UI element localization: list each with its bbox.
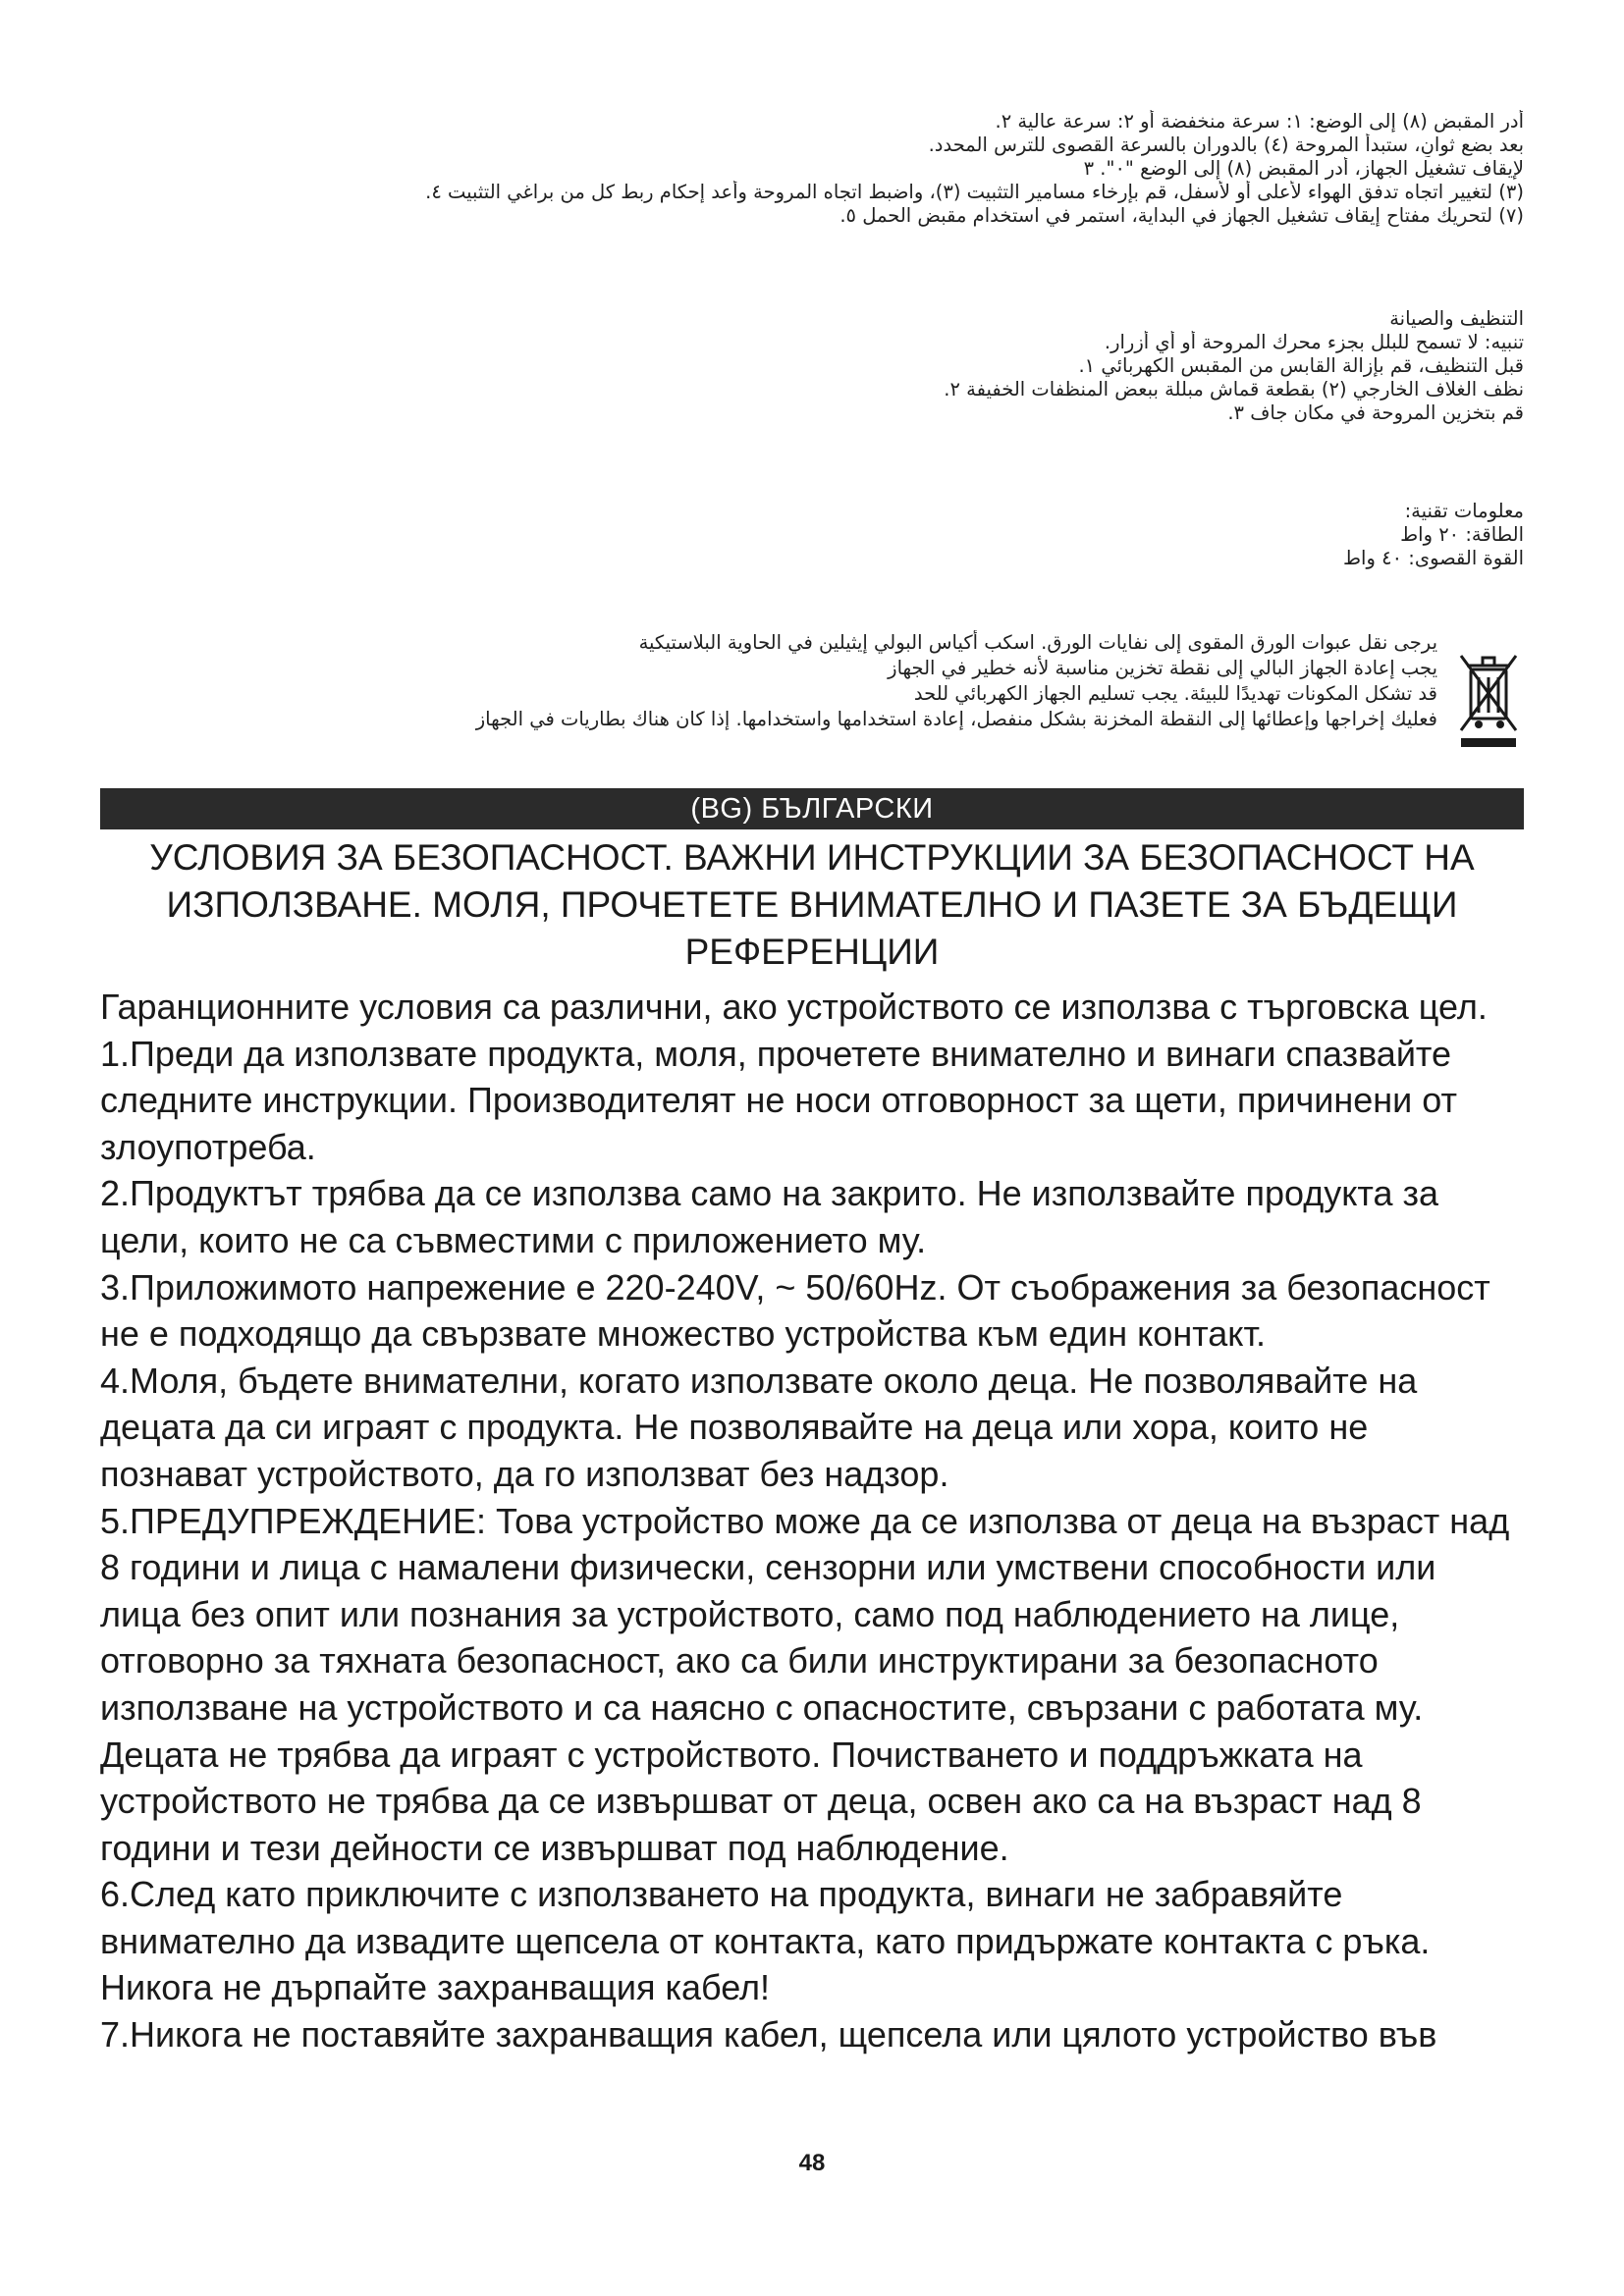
safety-title-line: ИЗПОЛЗВАНЕ. МОЛЯ, ПРОЧЕТЕТЕ ВНИМАТЕЛНО И ПАЗЕТЕ ЗА БЪДЕЩИ <box>166 884 1458 925</box>
arabic-disposal-line: فعليك إخراجها وإعطائها إلى النقطة المخزنة بشكل منفصل، إعادة استخدامها واستخدامها. إذا كان هناك بطاريات في الجهاز <box>475 708 1437 730</box>
language-section-header: (BG) БЪЛГАРСКИ <box>100 788 1524 829</box>
body-line: злоупотреба. <box>100 1126 316 1167</box>
body-line: Никога не дърпайте захранващия кабел! <box>100 1967 771 2008</box>
body-line: 5.ПРЕДУПРЕЖДЕНИЕ: Това устройство може да се използва от деца на възраст над <box>100 1500 1510 1541</box>
body-line: използване на устройството и са наясно с опасностите, свързани с работата му. <box>100 1686 1424 1728</box>
body-line: внимателно да извадите щепсела от контакта, като придържате контакта с ръка. <box>100 1920 1431 1961</box>
arabic-technical-line: الطاقة: ٢٠ واط <box>1400 523 1524 546</box>
safety-title-line: РЕФЕРЕНЦИИ <box>684 932 940 972</box>
arabic-operation-line: بعد بضع ثوانٍ، ستبدأ المروحة (٤) بالدوران بالسرعة القصوى للترس المحدد. <box>928 133 1524 156</box>
arabic-technical-section <box>100 500 1524 570</box>
arabic-cleaning-section <box>100 307 1524 425</box>
arabic-technical-line: القوة القصوى: ٤٠ واط <box>1343 547 1524 569</box>
arabic-cleaning-line: نظف الغلاف الخارجي (٢) بقطعة قماش مبللة ببعض المنظفات الخفيفة ٢. <box>944 378 1524 400</box>
arabic-cleaning-line: قم بتخزين المروحة في مكان جاف ٣. <box>1227 401 1524 424</box>
body-line: лица без опит или познания за устройството, само под наблюдението на лице, <box>100 1593 1400 1634</box>
arabic-disposal-text <box>102 630 1437 732</box>
body-line: 7.Никога не поставяйте захранващия кабел, щепсела или цялото устройство във <box>100 2014 1437 2056</box>
crossed-out-bin-icon <box>1457 648 1520 750</box>
body-line: 8 години и лица с намалени физически, сензорни или умствени способности или <box>100 1547 1436 1588</box>
safety-instructions-body <box>100 984 1534 2058</box>
body-line: 2.Продуктът трябва да се използва само на закрито. Не използвайте продукта за <box>100 1173 1438 1214</box>
arabic-cleaning-line: قبل التنظيف، قم بإزالة القابس من المقبس الكهربائي ١. <box>1078 354 1524 377</box>
body-line: отговорно за тяхната безопасност, ако са били инструктирани за безопасното <box>100 1640 1379 1682</box>
safety-title <box>100 834 1524 976</box>
arabic-disposal-line: يرجى نقل عبوات الورق المقوى إلى نفايات الورق. اسكب أكياس البولي إيثيلين في الحاوية البلاستيكية <box>638 631 1437 654</box>
body-line: устройството не трябва да се извършват от деца, освен ако са на възраст над 8 <box>100 1781 1422 1822</box>
page-number: 48 <box>798 2150 826 2176</box>
body-line: децата да си играят с продукта. Не позволявайте на деца или хора, които не <box>100 1407 1369 1448</box>
body-line: познават устройството, да го използват без надзор. <box>100 1453 949 1494</box>
body-line: 4.Моля, бъдете внимателни, когато използвате около деца. Не позволявайте на <box>100 1360 1418 1401</box>
body-line: 6.След като приключите с използването на продукта, винаги не забравяйте <box>100 1874 1343 1915</box>
arabic-disposal-line: يجب إعادة الجهاز البالي إلى نقطة تخزين مناسبة لأنه خطير في الجهاز <box>888 657 1437 679</box>
arabic-cleaning-line: تنبيه: لا تسمح للبلل بجزء محرك المروحة أو أي أزرار. <box>1104 331 1524 353</box>
body-line: години и тези дейности се извършват под наблюдение. <box>100 1827 1009 1868</box>
arabic-operation-section <box>100 110 1524 228</box>
arabic-disposal-line: قد تشكل المكونات تهديدًا للبيئة. يجب تسليم الجهاز الكهربائي للحد <box>913 682 1437 705</box>
arabic-operation-line: لإيقاف تشغيل الجهاز، أدر المقبض (٨) إلى الوضع "٠". ٣ <box>1083 157 1524 180</box>
safety-title-line: УСЛОВИЯ ЗА БЕЗОПАСНОСТ. ВАЖНИ ИНСТРУКЦИИ ЗА БЕЗОПАСНОСТ НА <box>149 837 1475 878</box>
arabic-cleaning-heading: التنظيف والصيانة <box>1389 307 1524 330</box>
arabic-operation-line: (٧) لتحريك مفتاح إيقاف تشغيل الجهاز في البداية، استمر في استخدام مقبض الحمل ٥. <box>839 204 1524 227</box>
arabic-technical-heading: معلومات تقنية: <box>1404 500 1524 522</box>
body-line: Децата не трябва да играят с устройството. Почистването и поддръжката на <box>100 1734 1363 1775</box>
body-line: 1.Преди да използвате продукта, моля, прочетете внимателно и винаги спазвайте <box>100 1033 1452 1074</box>
body-line: 3.Приложимото напрежение е 220-240V, ~ 50/60Hz. От съображения за безопасност <box>100 1266 1490 1308</box>
arabic-disposal-section <box>100 624 1524 770</box>
body-line: Гаранционните условия са различни, ако устройството се използва с търговска цел. <box>100 987 1488 1027</box>
body-line: цели, които не са съвместими с приложението му. <box>100 1219 927 1260</box>
body-line: не е подходящо да свързвате множество устройства към един контакт. <box>100 1313 1266 1355</box>
arabic-operation-line: (٣) لتغيير اتجاه تدفق الهواء لأعلى أو لأسفل، قم بإرخاء مسامير التثبيت (٣)، واضبط اتجاه المروحة وأعد إحكام ربط كل من براغي التثبيت ٤. <box>425 181 1524 203</box>
body-line: следните инструкции. Производителят не носи отговорност за щети, причинени от <box>100 1080 1457 1121</box>
arabic-operation-line: أدر المقبض (٨) إلى الوضع: ١: سرعة منخفضة أو ٢: سرعة عالية ٢. <box>995 110 1524 133</box>
